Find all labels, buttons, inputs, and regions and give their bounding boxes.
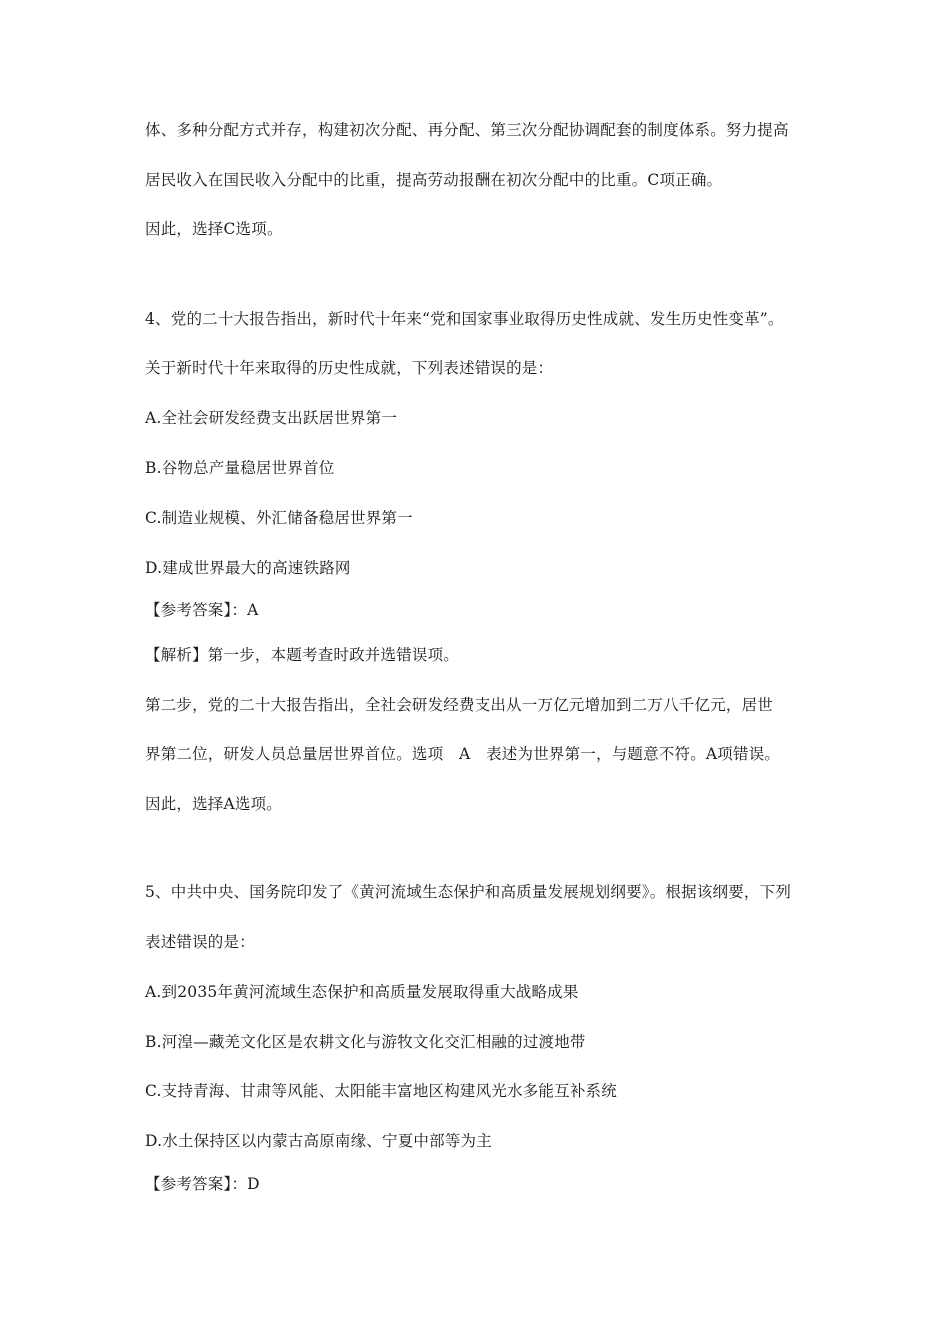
q4-option-d: D.建成世界最大的高速铁路网: [145, 559, 351, 577]
q5-stem-line-1: 5、中共中央、国务院印发了《黄河流域生态保护和高质量发展规划纲要》。根据该纲要，下列: [145, 883, 792, 901]
q5-option-a: A.到2035年黄河流域生态保护和高质量发展取得重大战略成果: [145, 983, 579, 1001]
q4-conclusion: 因此，选择A选项。: [145, 795, 282, 813]
prev-explanation-line-1: 体、多种分配方式并存，构建初次分配、再分配、第三次分配协调配套的制度体系。努力提高: [145, 121, 789, 139]
q5-answer: 【参考答案】：D: [145, 1175, 260, 1193]
q4-analysis-step-1: 【解析】第一步，本题考查时政并选错误项。: [145, 646, 460, 664]
q4-analysis-step-2-line-1: 第二步，党的二十大报告指出，全社会研发经费支出从一万亿元增加到二万八千亿元，居世: [145, 696, 774, 714]
q4-option-c: C.制造业规模、外汇储备稳居世界第一: [145, 509, 413, 527]
q5-option-b: B.河湟—藏羌文化区是农耕文化与游牧文化交汇相融的过渡地带: [145, 1033, 586, 1051]
q4-stem-line-2: 关于新时代十年来取得的历史性成就，下列表述错误的是：: [145, 359, 554, 377]
q4-answer: 【参考答案】：A: [145, 601, 259, 619]
q4-option-b: B.谷物总产量稳居世界首位: [145, 459, 335, 477]
q4-stem-line-1: 4、党的二十大报告指出，新时代十年来“党和国家事业取得历史性成就、发生历史性变革”。: [145, 310, 784, 328]
q5-stem-line-2: 表述错误的是：: [145, 933, 255, 951]
q5-option-d: D.水土保持区以内蒙古高原南缘、宁夏中部等为主: [145, 1132, 492, 1150]
q5-option-c: C.支持青海、甘肃等风能、太阳能丰富地区构建风光水多能互补系统: [145, 1082, 617, 1100]
q4-analysis-step-2-line-2: 界第二位，研发人员总量居世界首位。选项 A 表述为世界第一，与题意不符。A项错误。: [145, 745, 781, 763]
prev-explanation-line-2: 居民收入在国民收入分配中的比重，提高劳动报酬在初次分配中的比重。C项正确。: [145, 171, 723, 189]
q4-option-a: A.全社会研发经费支出跃居世界第一: [145, 409, 398, 427]
prev-conclusion: 因此，选择C选项。: [145, 220, 283, 238]
